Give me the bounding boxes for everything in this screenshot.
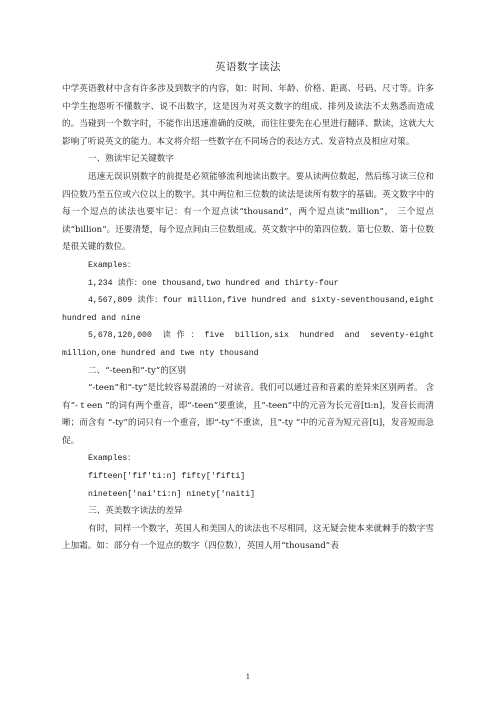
example-line: nineteen['nai'ti:n] ninety['naiti] [88, 489, 256, 499]
example-line: 1,234 读作：one thousand,two hundred and thirty-four [88, 278, 339, 288]
section-heading-2: 二、“-teen和“-ty”的区别 [88, 365, 187, 376]
examples-label: Examples： [88, 454, 136, 464]
example-line: fifteen['fif'ti:n] fifty['fifti] [88, 472, 246, 482]
body-paragraph: 有时，同样一个数字，英国人和美国人的读法也不尽相同，这无疑会使本来就棘手的数字雪上加霜。如：部分有一个逗点的数字（四位数），英国人用“thousand”表 [62, 523, 434, 552]
document-body [62, 81, 434, 556]
intro-paragraph: 中学英语教材中含有许多涉及到数字的内容，如：时间、年龄、价格、距离、号码、尺寸等。许多中学生抱怨听不懂数字、说不出数字，这是因为对英文数字的组成、排列及读法不太熟悉而造成的。当碰到一个数字时，不能作出迅速准确的反映，而往往要先在心里进行翻译、默读，这就大大影响了听说英文的能力。本文将介绍一些数字在不同场合的表达方式、发音特点及相应对策。 [62, 84, 434, 147]
example-line: 4,567,809 读作：four million,five hundred and sixty-seventhousand,eight hundred and nine [62, 296, 434, 323]
section-heading-1: 一、熟读牢记关键数字 [88, 154, 174, 165]
body-paragraph: 迅速无误识别数字的前提是必须能够流利地读出数字。要从读两位数起，然后练习读三位和四位数乃至五位或六位以上的数字。其中两位和三位数的读法是读所有数字的基础。英文数字中的每一个逗点的读法也要牢记：有一个逗点读“thousand”，两个逗点读“million”， 三个逗点读“billion”。还要清楚，每个逗点间由三位数组成。英文数字中的第四位数、第七位数、第十位数是很关键的数位。 [62, 171, 434, 253]
examples-label: Examples： [88, 260, 136, 270]
document-title: 英语数字读法 [215, 61, 281, 73]
page-number: 1 [245, 673, 251, 681]
section-heading-3: 三、英美数字读法的差异 [88, 506, 183, 517]
body-paragraph: “-teen”和“-ty”是比较容易混淆的一对读音。我们可以通过音和音素的差异来区别两者。 含有“- t een ”的词有两个重音，即“-teen”要重读，且“-teen”中的元音为长元音[ti:n]，发音长而清晰；而含有 “-ty”的词只有一个重音，即“-ty”不重读，且“-ty ”中的元音为短元音[ti]，发音短而急促。 [62, 383, 434, 446]
example-line: 5,678,120,000 读作：five billion,six hundred and seventy-eight million,one hundred and twe nty thousand [62, 331, 434, 358]
